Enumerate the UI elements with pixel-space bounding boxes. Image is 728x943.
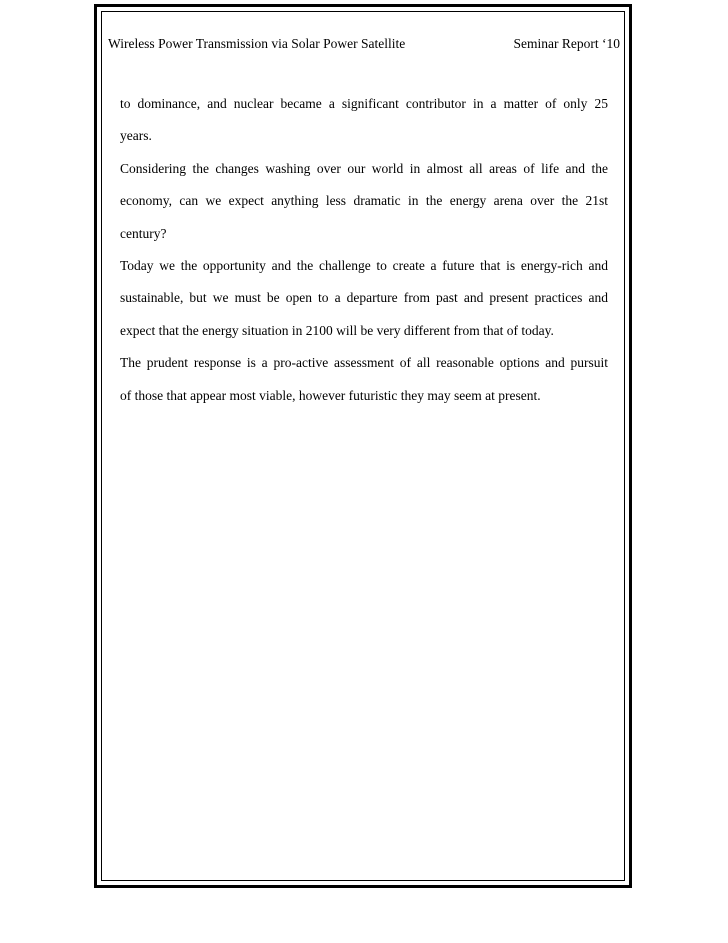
paragraph	[120, 250, 608, 347]
header-report-label: Seminar Report ‘10	[513, 36, 620, 51]
body-text	[120, 88, 608, 412]
text-line: of those that appear most viable, however futuristic they may seem at present.	[120, 387, 541, 403]
text-line: to dominance, and nuclear became a significant contributor in a matter of only 25	[120, 96, 608, 111]
text-line: century?	[120, 225, 167, 241]
text-line: Considering the changes washing over our world in almost all areas of life and the	[120, 160, 608, 176]
text-line: years.	[120, 128, 152, 144]
text-line: sustainable, but we must be open to a departure from past and present practices and	[120, 290, 608, 306]
header-title: Wireless Power Transmission via Solar Power Satellite	[108, 36, 406, 51]
page-header	[108, 36, 620, 56]
text-line: economy, can we expect anything less dramatic in the energy arena over the 21st	[120, 193, 608, 209]
paragraph	[120, 88, 608, 153]
paragraph	[120, 347, 608, 412]
text-line: expect that the energy situation in 2100 will be very different from that of today.	[120, 322, 554, 338]
text-line: The prudent response is a pro-active assessment of all reasonable options and pursuit	[120, 355, 608, 371]
text-line: Today we the opportunity and the challenge to create a future that is energy-rich and	[120, 258, 608, 274]
paragraph	[120, 153, 608, 250]
